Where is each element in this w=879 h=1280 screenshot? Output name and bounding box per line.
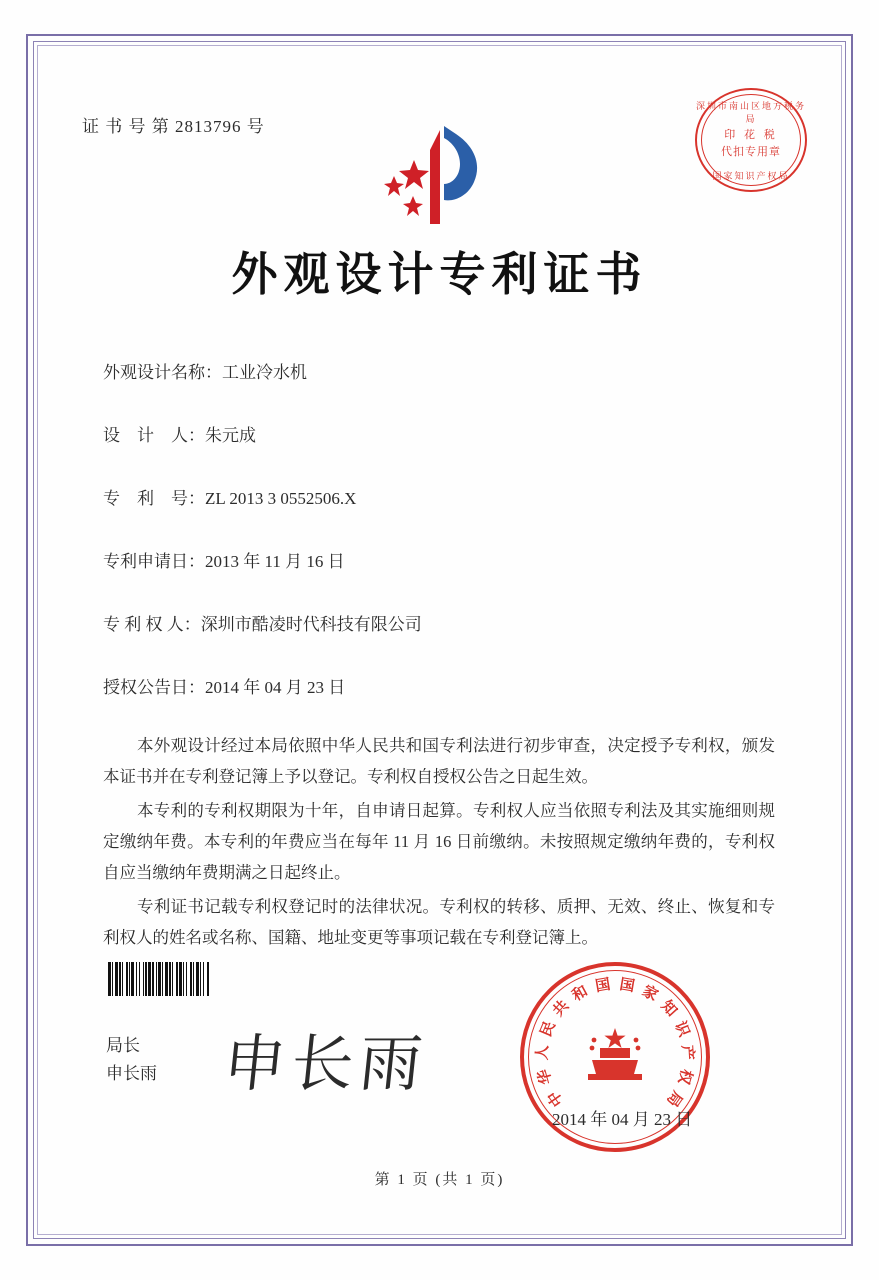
official-seal-arc-char: 识	[671, 1019, 692, 1040]
barcode	[108, 962, 354, 996]
field-grant-date-value: 2014 年 04 月 23 日	[205, 678, 346, 697]
field-designer-value: 朱元成	[205, 426, 256, 445]
certificate-fields	[103, 358, 783, 736]
tax-stamp-arc-top: 深圳市南山区地方税务局	[695, 101, 806, 124]
field-grant-date	[103, 673, 783, 698]
official-seal-arc-char: 民	[538, 1019, 559, 1040]
tax-stamp-line1: 印 花 税	[724, 129, 778, 141]
official-seal-arc-char: 华	[535, 1067, 556, 1086]
field-design-name-label: 外观设计名称：	[103, 363, 222, 382]
official-seal-arc-char: 和	[569, 983, 591, 1005]
official-seal-arc-char: 中	[545, 1087, 567, 1110]
national-emblem-icon	[578, 1020, 652, 1094]
director-handwritten-signature: 申长雨	[219, 1027, 432, 1100]
field-patentee	[103, 610, 783, 635]
legal-paragraph-1: 本外观设计经过本局依照中华人民共和国专利法进行初步审查，决定授予专利权，颁发本证书并在专利登记簿上予以登记。专利权自授权公告之日起生效。	[103, 736, 775, 786]
field-design-name-value: 工业冷水机	[222, 363, 307, 382]
tax-stamp-arc-bottom: 国家知识产权局	[712, 171, 790, 181]
director-role: 局长	[106, 1036, 140, 1055]
field-patent-number-value: ZL 2013 3 0552506.X	[205, 489, 357, 508]
field-patentee-label: 专 利 权 人：	[103, 615, 201, 634]
field-designer-label: 设 计 人：	[103, 426, 205, 445]
field-designer	[103, 421, 783, 446]
legal-paragraph-2: 本专利的专利权期限为十年，自申请日起算。专利权人应当依照专利法及其实施细则规定缴纳年费。本专利的年费应当在每年 11 月 16 日前缴纳。未按照规定缴纳年费的，专利权自应当缴纳年费期满之日起终止。	[103, 801, 775, 882]
tax-stamp	[695, 88, 807, 192]
official-seal-arc-char: 局	[663, 1087, 685, 1110]
official-seal-arc-char: 产	[678, 1044, 696, 1061]
field-application-date-value: 2013 年 11 月 16 日	[205, 552, 345, 571]
field-application-date-label: 专利申请日：	[103, 552, 205, 571]
official-seal-arc-char: 权	[674, 1067, 695, 1086]
page-title: 外观设计专利证书	[231, 247, 648, 301]
field-application-date	[103, 547, 783, 572]
field-design-name	[103, 358, 783, 383]
official-seal-arc-char: 共	[550, 997, 573, 1020]
official-seal-arc-char: 国	[594, 976, 612, 996]
field-patent-number-label: 专 利 号：	[103, 489, 205, 508]
official-seal-arc-char: 国	[618, 976, 636, 996]
cnipa-logo-icon	[370, 120, 510, 230]
official-seal-arc-char: 家	[639, 983, 661, 1005]
legal-text	[103, 730, 775, 956]
seal-date: 2014 年 04 月 23 日	[552, 1110, 693, 1129]
official-seal-arc-char: 知	[657, 997, 680, 1020]
certificate-number: 证 书 号 第 2813796 号	[82, 117, 265, 136]
page-footer: 第 1 页 (共 1 页)	[374, 1172, 505, 1188]
field-grant-date-label: 授权公告日：	[103, 678, 205, 697]
official-seal-arc-char: 人	[534, 1044, 552, 1061]
tax-stamp-line2: 代扣专用章	[721, 146, 781, 158]
field-patentee-value: 深圳市酷凌时代科技有限公司	[200, 615, 422, 634]
legal-paragraph-3: 专利证书记载专利权登记时的法律状况。专利权的转移、质押、无效、终止、恢复和专利权人的姓名或名称、国籍、地址变更等事项记载在专利登记簿上。	[103, 897, 775, 947]
director-name: 申长雨	[106, 1064, 157, 1083]
field-patent-number	[103, 484, 783, 509]
signature-block	[106, 1032, 157, 1088]
